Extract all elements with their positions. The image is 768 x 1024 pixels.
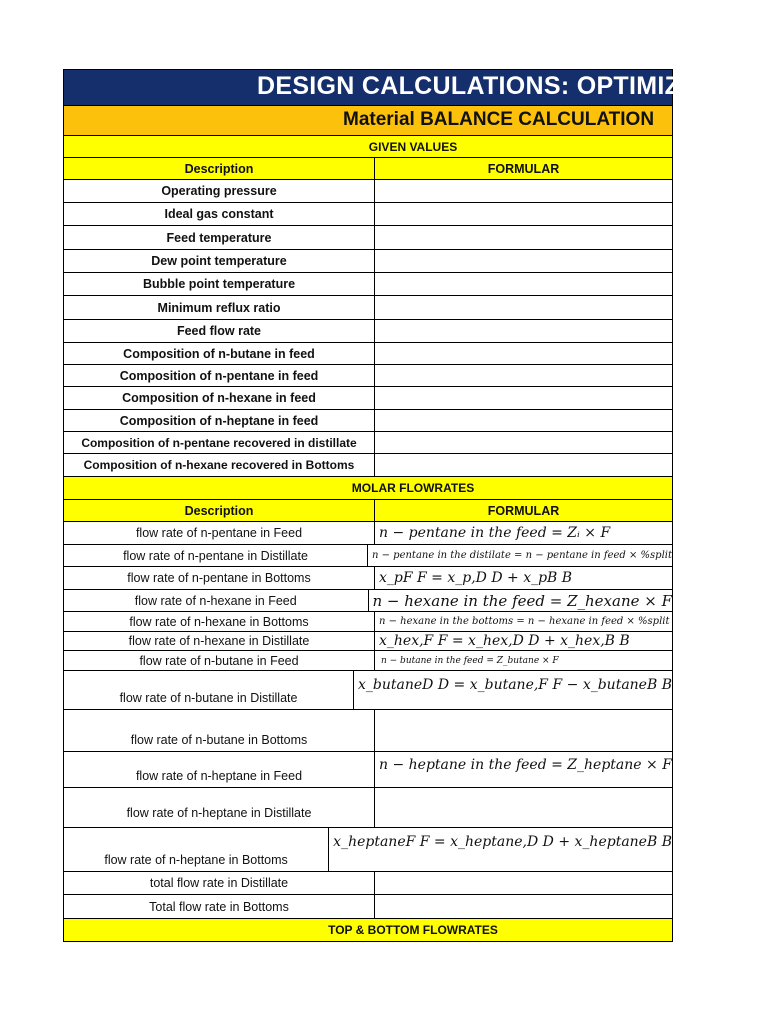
flowrate-row-label: flow rate of n-pentane in Distillate	[64, 545, 368, 566]
formular-header: FORMULAR	[487, 503, 560, 518]
given-row-label: Operating pressure	[64, 180, 375, 202]
flowrate-row-formula[interactable]: x_butaneD D = x_butane,F F − x_butaneB B	[358, 677, 672, 693]
flowrate-row-formula[interactable]: n − hexane in the bottoms = n − hexane in feed × %split	[379, 616, 670, 627]
flowrate-row[interactable]	[63, 752, 673, 788]
given-row-label: Composition of n-heptane in feed	[64, 410, 375, 431]
flowrate-row[interactable]	[63, 895, 673, 919]
given-row[interactable]	[63, 387, 673, 410]
given-row-value-cell[interactable]	[375, 320, 672, 342]
given-row[interactable]	[63, 365, 673, 387]
given-row-label: Composition of n-hexane in feed	[64, 387, 375, 409]
flowrate-row-label: flow rate of n-heptane in Distillate	[64, 788, 375, 827]
sheet-title-banner	[63, 69, 720, 106]
molar-flowrates-label: MOLAR FLOWRATES	[351, 481, 475, 495]
flowrate-row-label: flow rate of n-hexane in Feed	[64, 590, 369, 611]
flowrate-row[interactable]	[63, 828, 673, 872]
flowrate-row[interactable]	[63, 872, 673, 895]
given-row[interactable]	[63, 454, 673, 477]
flowrate-row-label: flow rate of n-pentane in Bottoms	[64, 567, 375, 589]
flowrate-row-formula[interactable]	[375, 895, 672, 918]
flowrate-row-formula[interactable]	[375, 788, 672, 827]
spreadsheet	[63, 69, 720, 942]
flowrate-row[interactable]	[63, 710, 673, 752]
given-row[interactable]	[63, 250, 673, 273]
given-values-header-row	[63, 158, 673, 180]
given-row-value-cell[interactable]	[375, 343, 672, 364]
flowrate-row[interactable]	[63, 651, 673, 671]
description-header: Description	[64, 158, 375, 179]
flowrate-row-label: flow rate of n-hexane in Distillate	[64, 632, 375, 650]
flowrate-row-formula[interactable]: n − pentane in the distilate = n − pentane in feed × %split	[371, 550, 672, 561]
flowrate-row-formula[interactable]: n − hexane in the feed = Z_hexane × F	[372, 591, 672, 610]
flowrate-row-formula[interactable]: n − butane in the feed = Z_butane × F	[381, 655, 559, 666]
molar-flowrates-header-row	[63, 500, 673, 522]
flowrate-row-label: flow rate of n-heptane in Feed	[64, 752, 375, 787]
given-row[interactable]	[63, 273, 673, 296]
flowrate-row[interactable]	[63, 522, 673, 545]
flowrate-row-formula[interactable]: x_heptaneF F = x_heptane,D D + x_heptaneB B	[333, 834, 672, 850]
flowrate-row-label: Total flow rate in Bottoms	[64, 895, 375, 918]
given-row-label: Composition of n-hexane recovered in Bottoms	[64, 454, 375, 476]
given-row[interactable]	[63, 432, 673, 454]
molar-flowrates-band	[63, 477, 673, 500]
flowrate-row[interactable]	[63, 612, 673, 632]
given-row-value-cell[interactable]	[375, 180, 672, 202]
given-row-label: Bubble point temperature	[64, 273, 375, 295]
given-row-value-cell[interactable]	[375, 410, 672, 431]
flowrate-row[interactable]	[63, 590, 673, 612]
given-row-label: Composition of n-pentane recovered in distillate	[64, 432, 375, 453]
flowrate-row-label: flow rate of n-butane in Distillate	[64, 671, 354, 709]
given-row-value-cell[interactable]	[375, 203, 672, 225]
flowrate-row[interactable]	[63, 788, 673, 828]
given-row-value-cell[interactable]	[375, 250, 672, 272]
flowrate-row-label: flow rate of n-pentane in Feed	[64, 522, 375, 544]
flowrate-row-label: flow rate of n-heptane in Bottoms	[64, 828, 329, 871]
given-row-value-cell[interactable]	[375, 454, 672, 476]
given-row-label: Ideal gas constant	[64, 203, 375, 225]
given-row-value-cell[interactable]	[375, 432, 672, 453]
given-row[interactable]	[63, 180, 673, 203]
given-row-value-cell[interactable]	[375, 365, 672, 386]
section-title-banner	[63, 106, 673, 136]
flowrate-row[interactable]	[63, 671, 673, 710]
flowrate-row-formula[interactable]: x_hex,F F = x_hex,D D + x_hex,B B	[379, 633, 630, 649]
given-row-label: Composition of n-butane in feed	[64, 343, 375, 364]
flowrate-row[interactable]	[63, 632, 673, 651]
given-row-value-cell[interactable]	[375, 387, 672, 409]
given-row[interactable]	[63, 296, 673, 320]
flowrate-row-label: flow rate of n-butane in Bottoms	[64, 710, 375, 751]
given-row[interactable]	[63, 320, 673, 343]
flowrate-row-formula[interactable]	[375, 872, 672, 894]
given-row-value-cell[interactable]	[375, 273, 672, 295]
section-title: Material BALANCE CALCULATION	[343, 109, 655, 130]
given-row-value-cell[interactable]	[375, 296, 672, 319]
given-values-band	[63, 136, 673, 158]
given-row-label: Feed temperature	[64, 226, 375, 249]
given-row-value-cell[interactable]	[375, 226, 672, 249]
given-row[interactable]	[63, 203, 673, 226]
sheet-title: DESIGN CALCULATIONS: OPTIMIZATI	[257, 72, 720, 100]
given-row[interactable]	[63, 410, 673, 432]
given-row-label: Minimum reflux ratio	[64, 296, 375, 319]
flowrate-row-formula[interactable]: n − heptane in the feed = Z_heptane × F	[379, 757, 672, 773]
flowrate-row-label: flow rate of n-hexane in Bottoms	[64, 612, 375, 631]
given-row-label: Composition of n-pentane in feed	[64, 365, 375, 386]
top-bottom-flowrates-band	[63, 919, 673, 942]
flowrate-row[interactable]	[63, 567, 673, 590]
formular-header: FORMULAR	[487, 161, 560, 176]
given-row[interactable]	[63, 343, 673, 365]
top-bottom-flowrates-label: TOP & BOTTOM FLOWRATES	[328, 923, 498, 937]
flowrate-row-label: flow rate of n-butane in Feed	[64, 651, 375, 670]
given-row-label: Feed flow rate	[64, 320, 375, 342]
flowrate-row-label: total flow rate in Distillate	[64, 872, 375, 894]
description-header: Description	[64, 500, 375, 521]
flowrate-row-formula[interactable]: n − pentane in the feed = Zᵢ × F	[379, 525, 611, 541]
given-row-label: Dew point temperature	[64, 250, 375, 272]
flowrate-row-formula[interactable]	[375, 710, 672, 751]
given-row[interactable]	[63, 226, 673, 250]
flowrate-row[interactable]	[63, 545, 673, 567]
flowrate-row-formula[interactable]: x_pF F = x_p,D D + x_pB B	[379, 570, 573, 586]
given-values-label: GIVEN VALUES	[368, 140, 458, 154]
